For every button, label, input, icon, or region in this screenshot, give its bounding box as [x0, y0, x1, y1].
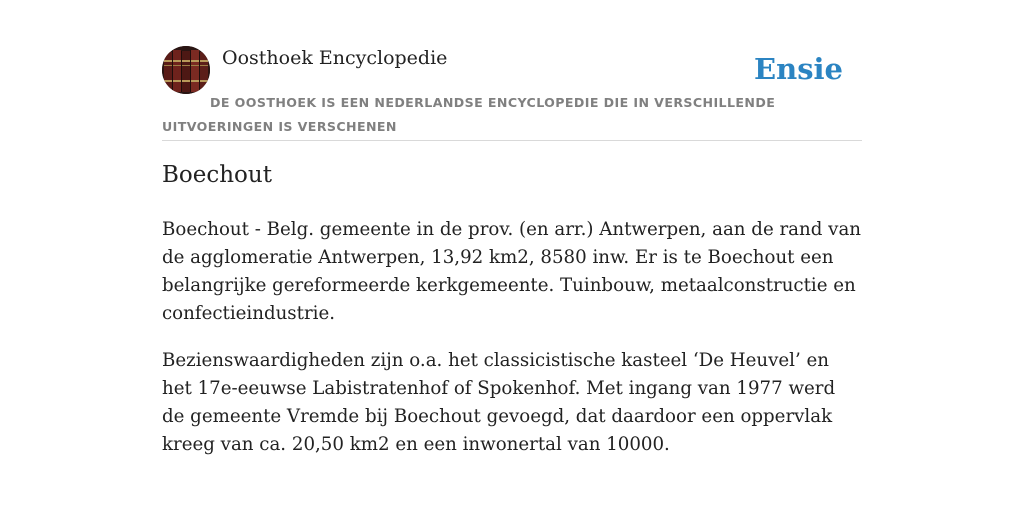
encyclopedia-books-icon[interactable]	[162, 46, 210, 94]
brand-logo[interactable]: Ensie	[754, 52, 843, 86]
article-paragraph: Boechout - Belg. gemeente in de prov. (en arr.) Antwerpen, aan de rand van de agglomeratie Antwerpen, 13,92 km2, 8580 inw. Er is te Boechout een belangrijke gereformeerde kerkgemeente. Tuinbouw, metaalconstructie en confectieindustrie.	[162, 219, 861, 324]
article-title: Boechout	[162, 162, 272, 188]
site-tagline: DE OOSTHOEK IS EEN NEDERLANDSE ENCYCLOPEDIE DIE IN VERSCHILLENDE UITVOERINGEN IS VERSCHENEN	[162, 95, 776, 134]
site-title[interactable]: Oosthoek Encyclopedie	[222, 47, 448, 69]
site-header	[162, 46, 862, 141]
article-paragraph: Bezienswaardigheden zijn o.a. het classicistische kasteel ‘De Heuvel’ en het 17e-eeuwse Labistratenhof of Spokenhof. Met ingang van 1977 werd de gemeente Vremde bij Boechout gevoegd, dat daardoor een oppervlak kreeg van ca. 20,50 km2 en een inwonertal van 10000.	[162, 350, 836, 455]
